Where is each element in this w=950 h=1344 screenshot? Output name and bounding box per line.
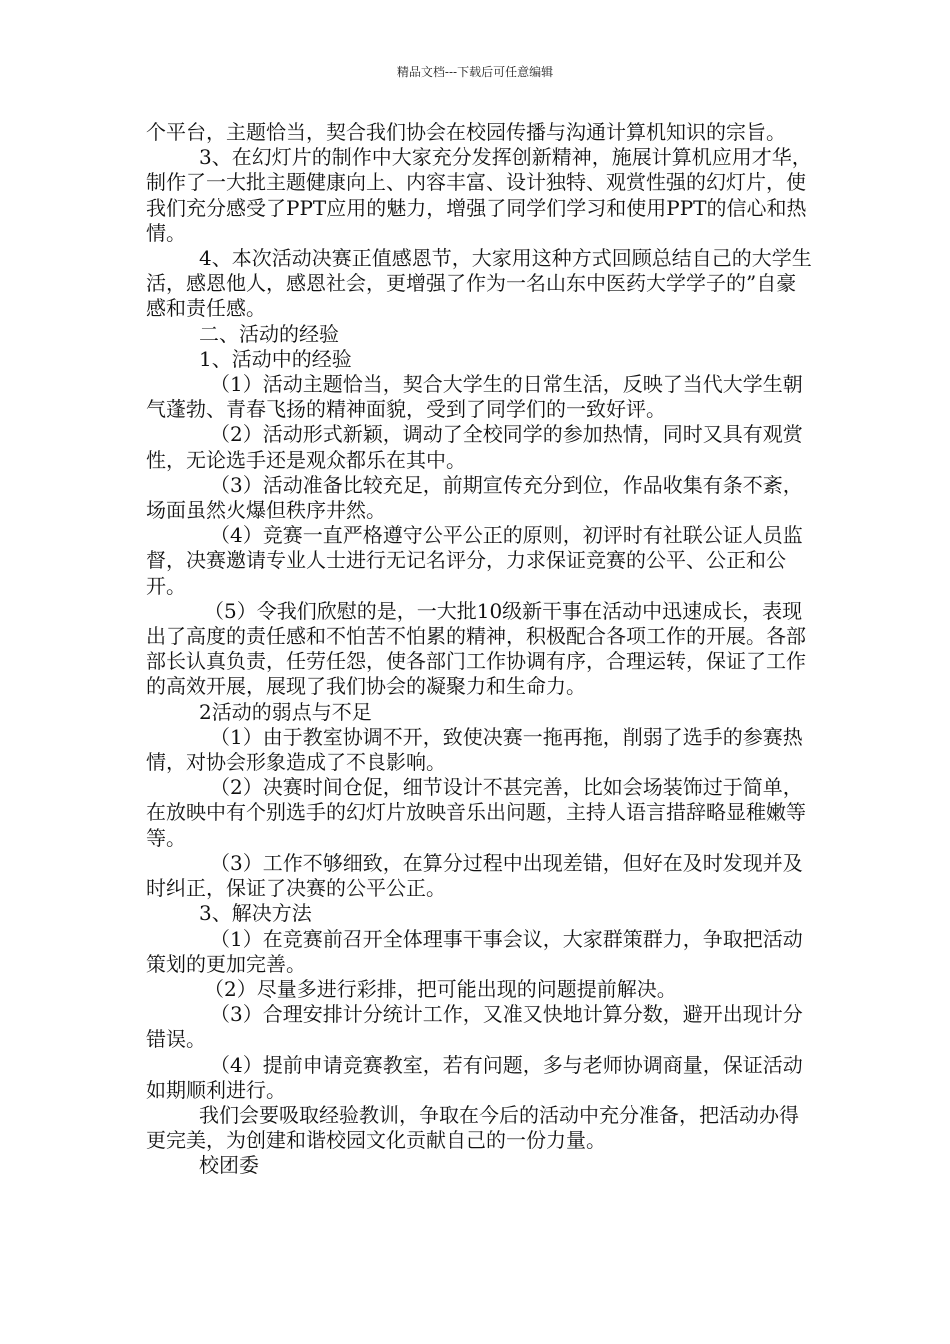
page-header: 精品文档---下载后可任意编辑 xyxy=(396,65,554,79)
paragraph-solution-2: （2）尽量多进行彩排，把可能出现的问题提前解决。 xyxy=(204,976,677,1001)
paragraph-weakness-3: （3）工作不够细致，在算分过程中出现差错，但好在及时发现并及时纠正，保证了决赛的公平公正。 xyxy=(146,850,803,901)
signature: 校团委 xyxy=(199,1153,259,1178)
paragraph-experience-5: （5）令我们欣慰的是，一大批10级新干事在活动中迅速成长，表现出了高度的责任感和不怕苦不怕累的精神，积极配合各项工作的开展。各部部长认真负责，任劳任怨，使各部门工作协调有序，合理运转，保证了工作的高效开展，展现了我们协会的凝聚力和生命力。 xyxy=(146,598,806,699)
paragraph-point-4: 4、本次活动决赛正值感恩节，大家用这种方式回顾总结自己的大学生活，感恩他人，感恩社会，更增强了作为一名山东中医药大学学子的”自豪感和责任感。 xyxy=(146,246,812,321)
document-body xyxy=(146,120,814,1179)
heading-section-2: 二、活动的经验 xyxy=(199,321,339,346)
heading-solutions: 3、解决方法 xyxy=(199,901,312,926)
paragraph-conclusion: 我们会要吸取经验教训，争取在今后的活动中充分准备，把活动办得更完美，为创建和谐校园文化贡献自己的一份力量。 xyxy=(146,1102,799,1153)
paragraph-weakness-2: （2）决赛时间仓促，细节设计不甚完善，比如会场装饰过于简单，在放映中有个别选手的幻灯片放映音乐出问题，主持人语言措辞略显稚嫩等等。 xyxy=(146,775,806,850)
paragraph-experience-1: （1）活动主题恰当，契合大学生的日常生活，反映了当代大学生朝气蓬勃、青春飞扬的精神面貌，受到了同学们的一致好评。 xyxy=(146,372,803,422)
paragraph-experience-2: （2）活动形式新颖，调动了全校同学的参加热情，同时又具有观赏性，无论选手还是观众都乐在其中。 xyxy=(146,422,803,472)
paragraph-weakness-1: （1）由于教室协调不开，致使决赛一拖再拖，削弱了选手的参赛热情，对协会形象造成了不良影响。 xyxy=(146,724,803,775)
paragraph-point-3: 3、在幻灯片的制作中大家充分发挥创新精神，施展计算机应用才华，制作了一大批主题健康向上、内容丰富、设计独特、观赏性强的幻灯片，使我们充分感受了PPT应用的魅力，增强了同学们学习和使用PPT的信心和热情。 xyxy=(146,145,812,245)
paragraph-experience-3: （3）活动准备比较充足，前期宣传充分到位，作品收集有条不紊，场面虽然火爆但秩序井然。 xyxy=(146,472,803,523)
heading-experience: 1、活动中的经验 xyxy=(199,346,352,371)
paragraph-experience-4: （4）竞赛一直严格遵守公平公正的原则，初评时有社联公证人员监督，决赛邀请专业人士进行无记名评分，力求保证竞赛的公平、公正和公开。 xyxy=(146,523,803,598)
paragraph-solution-1: （1）在竞赛前召开全体理事干事会议，大家群策群力，争取把活动策划的更加完善。 xyxy=(146,926,803,976)
heading-weaknesses: 2活动的弱点与不足 xyxy=(199,699,372,724)
paragraph-intro-continuation: 个平台，主题恰当，契合我们协会在校园传播与沟通计算机知识的宗旨。 xyxy=(146,120,786,144)
paragraph-solution-4: （4）提前申请竞赛教室，若有问题，多与老师协调商量，保证活动如期顺利进行。 xyxy=(146,1052,803,1102)
paragraph-solution-3: （3）合理安排计分统计工作，又准又快地计算分数，避开出现计分错误。 xyxy=(146,1002,803,1052)
